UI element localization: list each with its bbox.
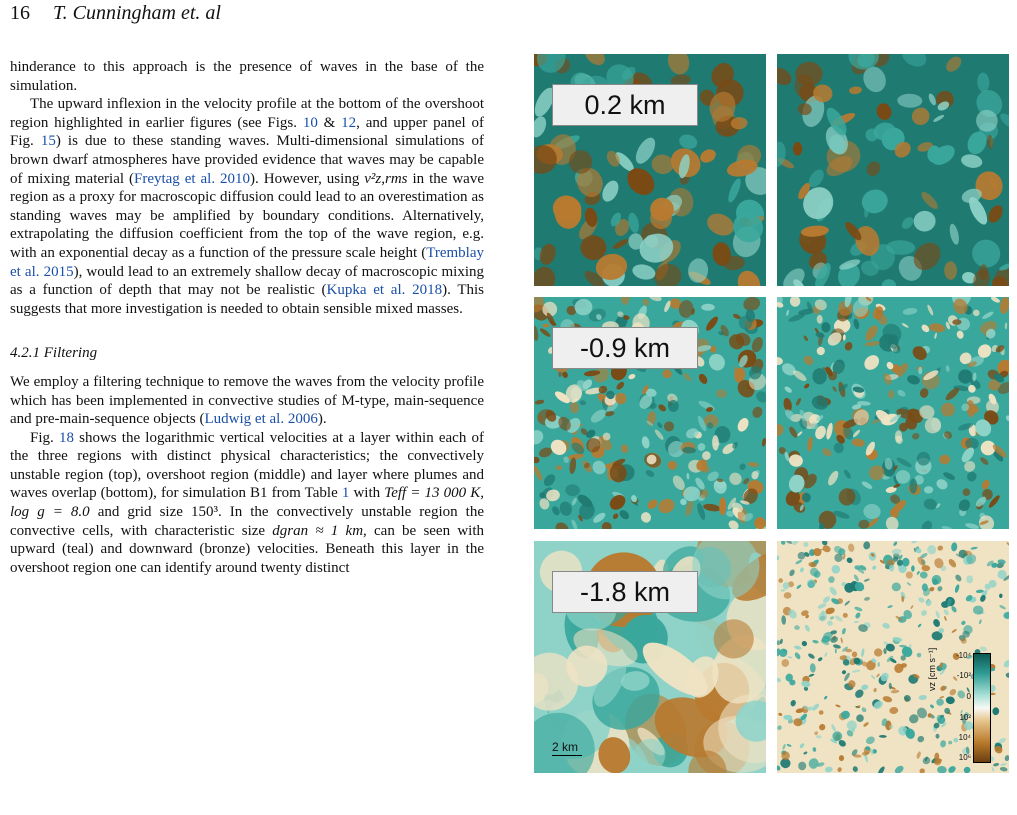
texture-blob xyxy=(895,430,902,442)
page-number: 16 xyxy=(10,2,30,24)
fig15-link[interactable]: 15 xyxy=(40,133,56,150)
p4-text-a: Fig. xyxy=(30,429,59,446)
panel-bottom-right xyxy=(777,541,1009,773)
panel-mid-left xyxy=(534,297,766,529)
colorbar-tick: 0 xyxy=(966,692,971,701)
p2-text-g: ). This suggests that more investigation is needed to obtain sensible mixed masses. xyxy=(10,282,485,317)
paragraph-2 xyxy=(10,95,484,318)
vz-rms-symbol: v²z,rms xyxy=(364,170,408,187)
dgran-expr: dgran ≈ 1 km xyxy=(272,522,364,539)
velocity-map-top-right xyxy=(777,54,1009,286)
panel-bottom-left xyxy=(534,541,766,773)
paragraph-3 xyxy=(10,373,484,429)
texture-blob xyxy=(798,762,806,771)
colorbar-tick: 10⁴ xyxy=(958,733,971,742)
panel-mid-right xyxy=(777,297,1009,529)
p4-text-b: shows the logarithmic vertical velocities at a layer within each of the three regions with distinct physical characteristics; the convectively unstable region (top), overshoot region (middle) and layer where plumes and waves overlap (bottom), for simulation B1 from Table xyxy=(10,429,484,502)
p2-text-d: ). However, using xyxy=(250,170,365,187)
panel-top-left xyxy=(534,54,766,286)
fig10-link[interactable]: 10 xyxy=(302,114,318,131)
texture-blob xyxy=(668,400,679,412)
p2-text-c: ) is due to these standing waves. Multi-dimensional simulations of brown dwarf atmospheres have provided evidence that waves may be capable of mixing material ( xyxy=(10,133,484,187)
texture-blob xyxy=(918,367,922,374)
depth-label-minus-0-9km: -0.9 km xyxy=(552,327,698,369)
texture-blob xyxy=(828,371,837,380)
p3-text-a: We employ a filtering technique to remove the waves from the velocity profile which has been implemented in convective studies of M-type, main-sequence and pre-main-sequence objects ( xyxy=(10,373,484,428)
velocity-map-mid-right xyxy=(777,297,1009,529)
texture-blob xyxy=(784,592,792,599)
colorbar xyxy=(973,653,991,763)
p2-text-f: ), would lead to an extremely shallow decay of macroscopic mixing as a function of depth that may not be realistic ( xyxy=(10,263,484,299)
depth-label-0-2km: 0.2 km xyxy=(552,84,698,126)
section-heading: 4.2.1 Filtering xyxy=(10,345,98,362)
running-title: T. Cunningham et. al xyxy=(53,2,221,24)
ludwig-ref-link[interactable]: Ludwig et al. 2006 xyxy=(204,411,318,428)
p1-text: hinderance to this approach is the presence of waves in the base of the simulation. xyxy=(10,59,484,94)
p2-text-a: The upward inflexion in the velocity profile at the bottom of the overshoot region highlighted in earlier figures (see Figs. xyxy=(10,96,484,131)
panel-top-right xyxy=(777,54,1009,286)
scale-bar xyxy=(552,740,582,756)
texture-blob xyxy=(843,613,848,618)
page-header xyxy=(10,2,221,25)
texture-blob xyxy=(556,465,563,470)
freytag-ref-link[interactable]: Freytag et al. 2010 xyxy=(133,170,251,187)
fig18-link[interactable]: 18 xyxy=(58,429,74,446)
colorbar-tick: 10² xyxy=(959,713,971,722)
text-column xyxy=(10,58,484,577)
scale-bar-label: 2 km xyxy=(552,740,579,754)
colorbar-tick: -10⁴ xyxy=(956,651,971,660)
colorbar-tick: -10² xyxy=(956,671,971,680)
colorbar-tick: 10⁶ xyxy=(958,753,971,762)
kupka-ref-link[interactable]: Kupka et al. 2018 xyxy=(326,282,443,299)
teff-logg-expr: Teff = 13 000 K, log g = 8.0 xyxy=(10,485,485,521)
colorbar-ticks xyxy=(947,653,973,763)
p4-text-e: , can be seen with upward (teal) and downward (bronze) velocities. Beneath this layer in the overshoot region one can identify around twenty distinct xyxy=(10,522,484,576)
texture-blob xyxy=(701,304,715,311)
colorbar-unit-label: vz [cm s⁻¹] xyxy=(927,647,937,691)
p2-text-e: in the wave region as a proxy for macroscopic diffusion could lead to an overestimation as standing waves may be amplified by boundary conditions. Alternatively, extrapolating the diffusion coefficient from the top of the wave region, e.g. with an exponential decay as a function of the pressure scale height ( xyxy=(10,170,484,261)
depth-label-minus-1-8km: -1.8 km xyxy=(552,571,698,613)
p4-text-d: and grid size 150³. In the convectively unstable region the convective cells, with characteristic size xyxy=(10,504,484,539)
texture-blob xyxy=(719,497,726,515)
table1-link[interactable]: 1 xyxy=(341,485,350,502)
p2-text-b: , and upper panel of Fig. xyxy=(10,114,484,150)
fig12-link[interactable]: 12 xyxy=(341,114,357,131)
p4-text-c: with xyxy=(349,485,385,502)
texture-blob xyxy=(793,142,802,156)
p3-text-b: ). xyxy=(317,411,327,428)
scale-bar-line xyxy=(552,755,582,756)
paragraph-1 xyxy=(10,58,484,95)
texture-blob xyxy=(888,334,898,348)
texture-blob xyxy=(902,558,909,567)
paragraph-4 xyxy=(10,429,484,578)
tremblay-ref-link[interactable]: Tremblay et al. 2015 xyxy=(10,244,484,280)
p2-amp: & xyxy=(317,114,342,131)
